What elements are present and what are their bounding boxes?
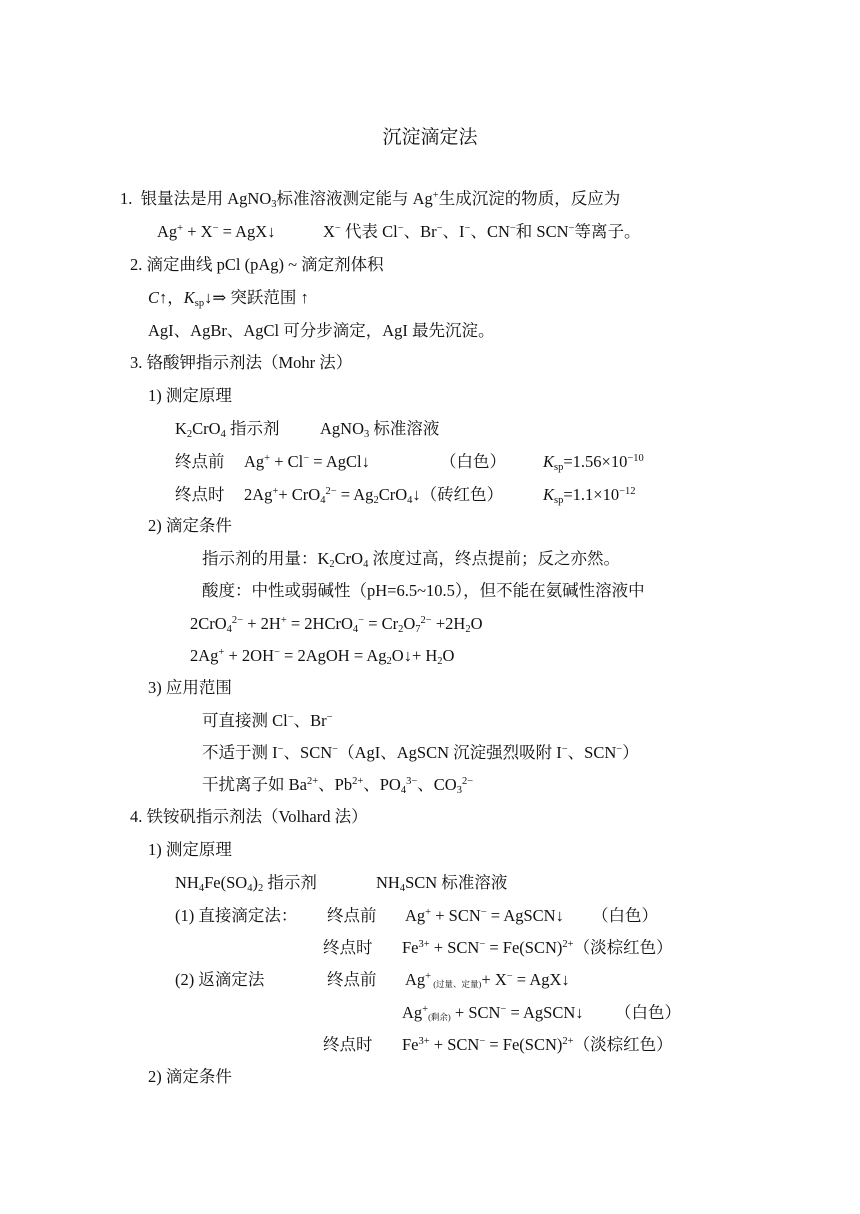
mohr-before-reaction: Ag+ + Cl− = AgCl↓ [244, 452, 370, 471]
back-before-reaction-1: Ag+ (过量、定量)+ X− = AgX↓ [405, 970, 570, 989]
volhard-titrant: $NH_4SCN$ 标准溶液 [376, 873, 508, 894]
back-before-reaction-2: Ag+(剩余) + SCN− = AgSCN↓ [402, 1003, 584, 1022]
direct-titration-label: (1) 直接滴定法： [175, 906, 298, 925]
section-2-line-1: C↑，$K_{sp}↓\Rightarrow$ 突跃范围 ↑ [148, 288, 309, 309]
direct-at-reaction: $Fe^{3+} + SCN^- = Fe(SCN)^{2+}$（淡棕红色） [402, 938, 673, 957]
section-3-conditions-heading: 2) 滴定条件 [148, 516, 232, 535]
mohr-scope-unsuitable: 不适于测 I−、SCN−（AgI、AgSCN 沉淀强烈吸附 I−、SCN−） [202, 743, 639, 762]
direct-before-color: （白色） [592, 906, 658, 925]
mohr-scope-interference: 干扰离子如 $Ba^{2+}$、$Pb^{2+}$、$PO_4^{3-}$、$CO_3^{2-}$ [202, 775, 474, 796]
mohr-equation-1: 2CrO$_4^{2-}$ + 2H+ = 2HCrO$_4$− = $Cr_2O_7^{2-} +2H_2O$ [190, 614, 483, 635]
section-3-heading: 3. 铬酸钾指示剂法（Mohr 法） [130, 353, 353, 372]
mohr-equation-2: 2Ag+ + 2OH− = 2AgOH = $Ag_2O↓+ H_2O$ [190, 646, 455, 667]
back-titration-label: (2) 返滴定法 [175, 970, 265, 989]
section-1-intro: 1. 银量法是用 AgNO$_3$标准溶液测定能与 Ag+生成沉淀的物质，反应为 [120, 189, 621, 210]
mohr-at-label: 终点时 [175, 485, 225, 504]
back-at-reaction: $Fe^{3+} + SCN^- = Fe(SCN)^{2+}$（淡棕红色） [402, 1035, 673, 1054]
direct-before-reaction: Ag+ + SCN− = AgSCN↓ [405, 906, 564, 925]
mohr-scope-direct: 可直接测 Cl−、Br− [202, 711, 333, 730]
mohr-at-ksp: $K_{sp}=1.1\times 10^{-12}$ [543, 485, 636, 506]
section-4-principle-heading: 1) 测定原理 [148, 840, 232, 859]
mohr-at-reaction: $2Ag^++ CrO_4^{2-} = Ag_2CrO_4↓$（砖红色） [244, 485, 504, 506]
mohr-before-color: （白色） [440, 452, 506, 471]
back-before-label: 终点前 [327, 970, 377, 989]
mohr-indicator-line: $K_2CrO_4$ 指示剂 [175, 419, 280, 440]
section-3-scope-heading: 3) 应用范围 [148, 678, 232, 697]
page-title: 沉淀滴定法 [382, 126, 478, 148]
mohr-titrant: AgNO$_3$ 标准溶液 [320, 419, 440, 440]
section-4-heading: 4. 铁铵矾指示剂法（Volhard 法） [130, 807, 368, 826]
mohr-before-label: 终点前 [175, 452, 225, 471]
direct-at-label: 终点时 [323, 938, 373, 957]
volhard-indicator: $NH_4Fe(SO_4)_2$ 指示剂 [175, 873, 317, 894]
direct-before-label: 终点前 [327, 906, 377, 925]
section-3-principle-heading: 1) 测定原理 [148, 386, 232, 405]
section-4-conditions-heading: 2) 滴定条件 [148, 1067, 232, 1086]
back-before-color: （白色） [615, 1003, 681, 1022]
back-at-label: 终点时 [323, 1035, 373, 1054]
mohr-before-ksp: $K_{sp}=1.56\times 10^{-10}$ [543, 452, 644, 473]
mohr-condition-indicator: 指示剂的用量：$K_2CrO_4$ 浓度过高，终点提前；反之亦然。 [202, 549, 620, 570]
section-2-heading: 2. 滴定曲线 pCl (pAg) ~ 滴定剂体积 [130, 255, 384, 274]
mohr-condition-acidity: 酸度：中性或弱碱性（pH=6.5~10.5），但不能在氨碱性溶液中 [202, 581, 645, 600]
section-1-reaction: Ag+ + X− = AgX↓ [157, 222, 276, 241]
section-1-ions-note: X− 代表 Cl−、Br−、I−、CN−和 SCN−等离子。 [323, 222, 641, 241]
section-2-line-2: AgI、AgBr、AgCl 可分步滴定，AgI 最先沉淀。 [148, 321, 495, 340]
